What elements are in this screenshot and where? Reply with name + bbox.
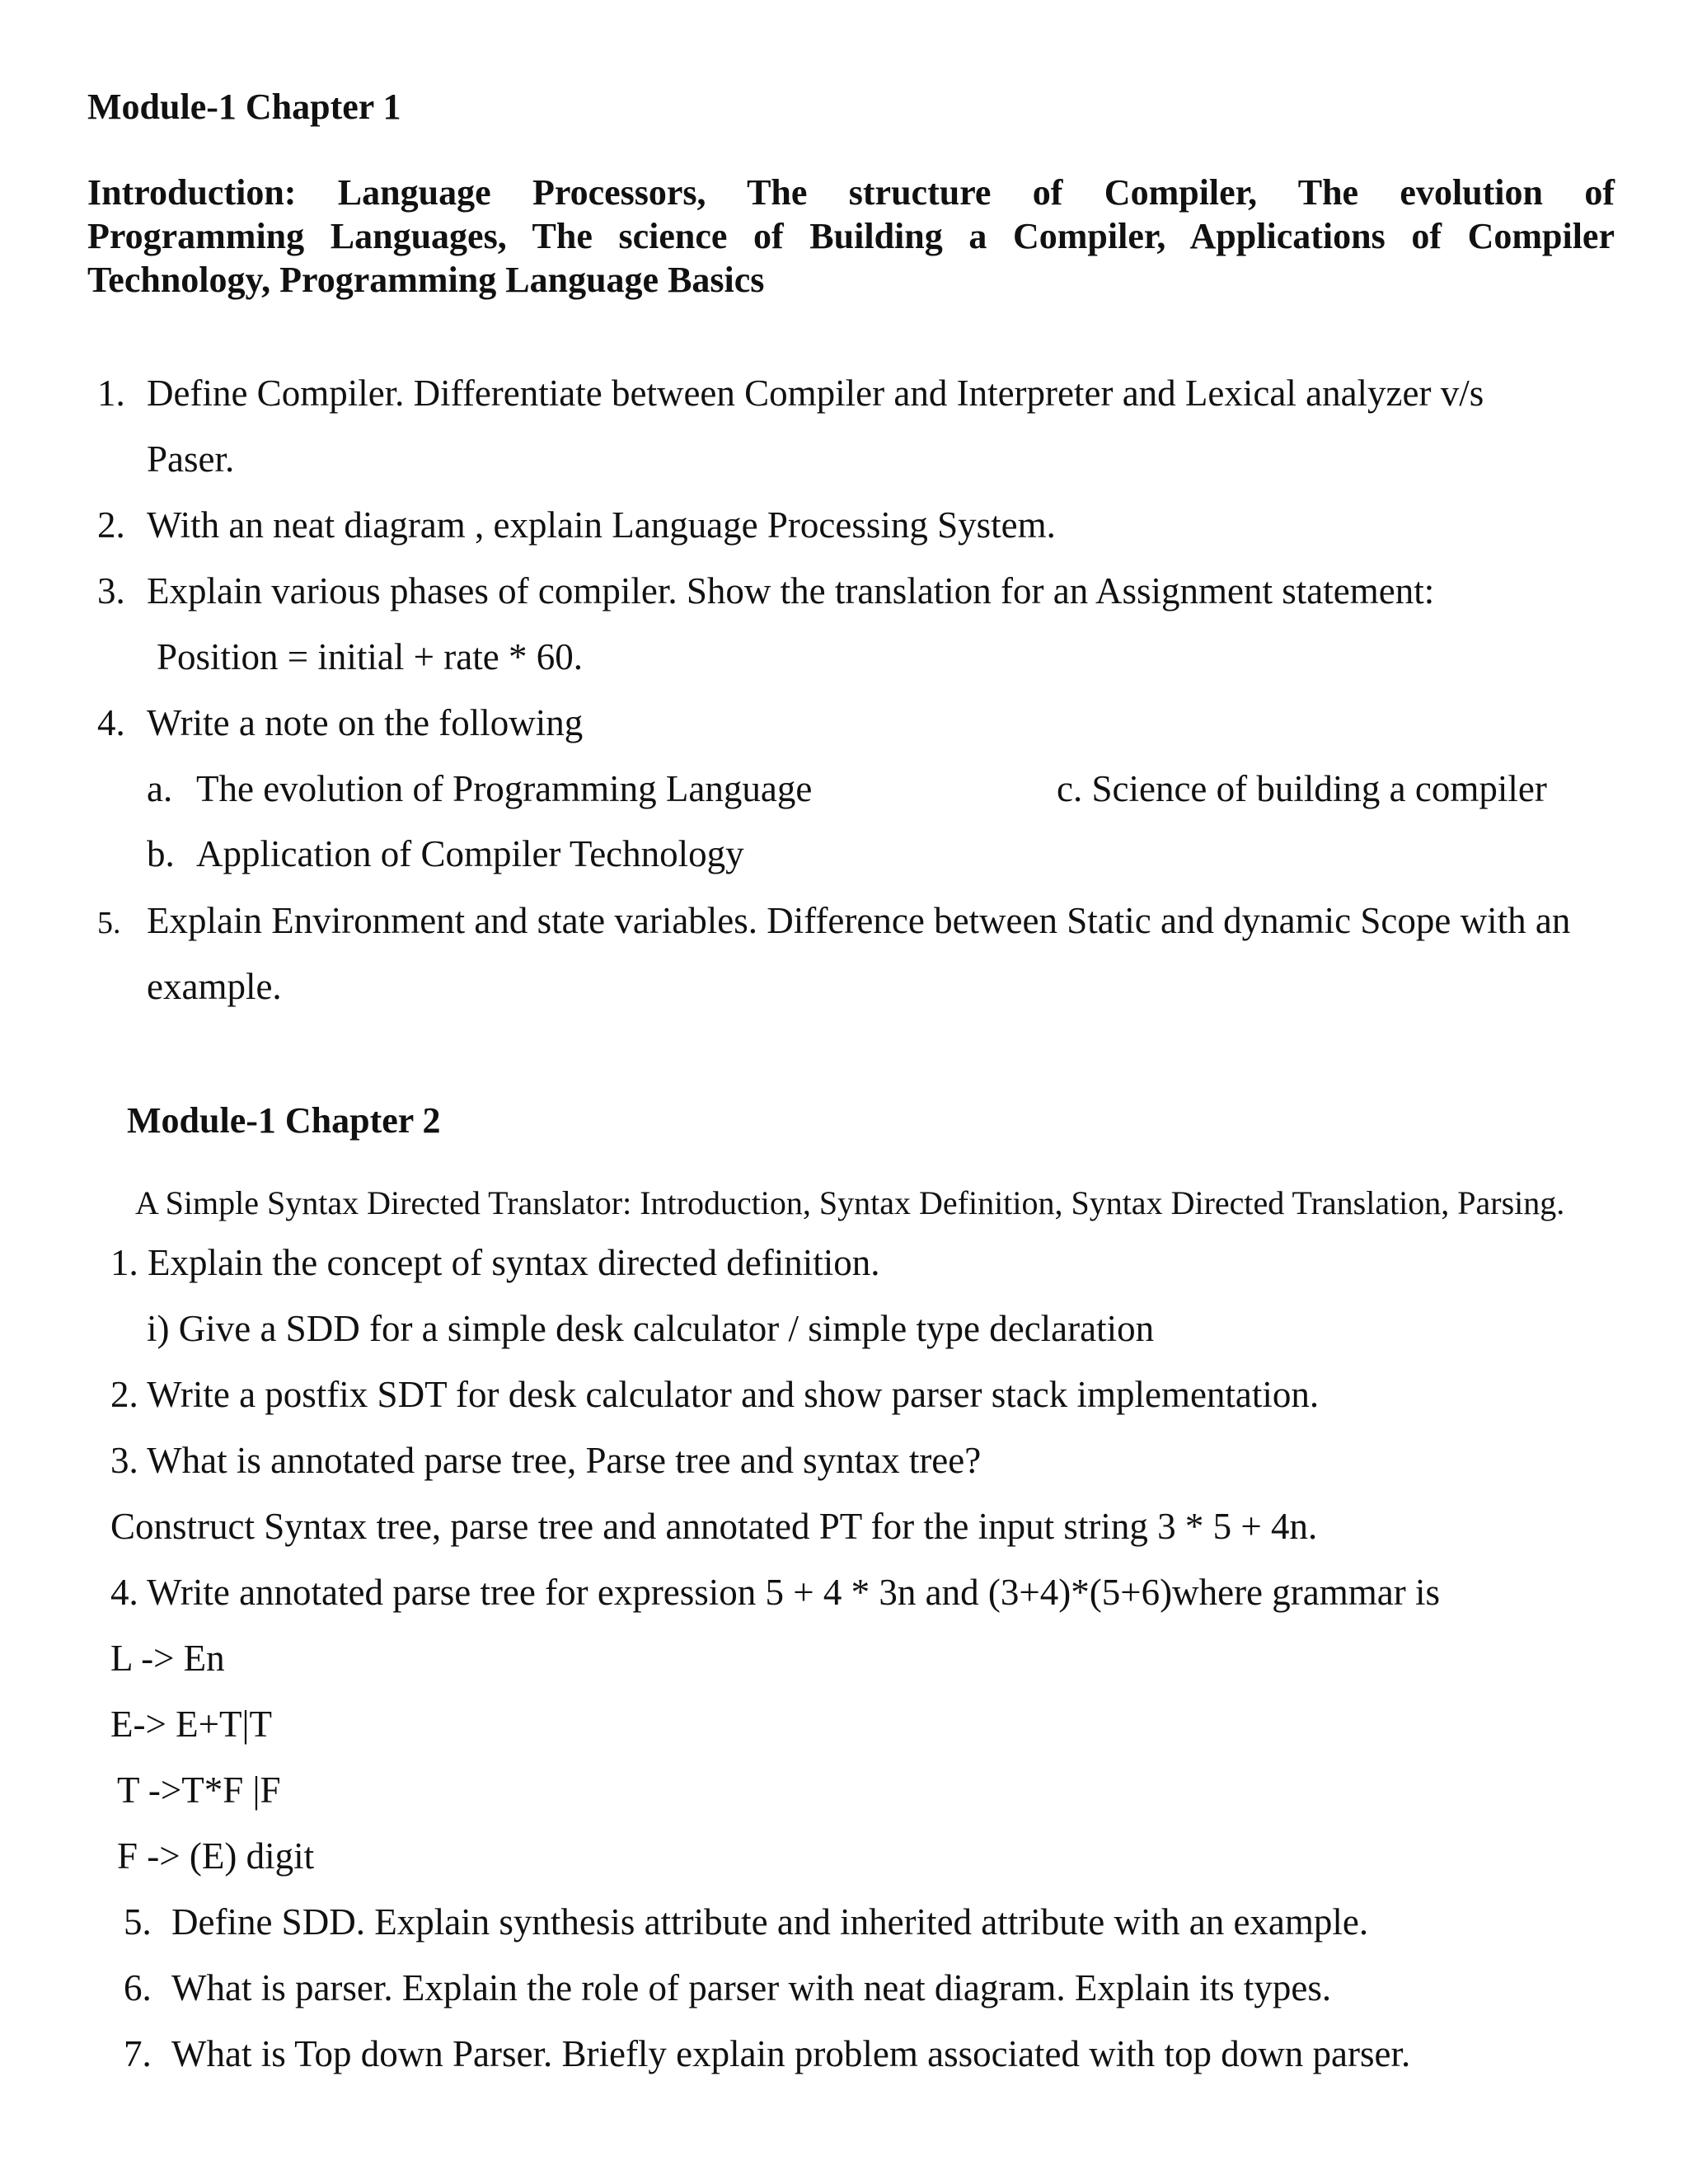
c1-q4-item-b-label: b. [147,833,175,874]
c1-q2-number: 2. [97,504,125,546]
c1-q4-item-a-label: a. [147,768,173,809]
c2-q7-number: 7. [124,2033,152,2074]
chapter2-heading: Module-1 Chapter 2 [127,1100,441,1141]
c1-q3-number: 3. [97,570,125,612]
c1-q1-continuation: Paser. [147,438,235,480]
c1-q4-item-c: c. Science of building a compiler [1057,768,1547,809]
c1-q5-continuation: example. [147,966,282,1007]
c2-q6-text: What is parser. Explain the role of parser with neat diagram. Explain its types. [171,1967,1332,2008]
c1-q5-number: 5. [97,906,121,940]
c2-line-2: i) Give a SDD for a simple desk calculator / simple type declaration [147,1308,1155,1349]
c2-line-4: 3. What is annotated parse tree, Parse tree and syntax tree? [110,1440,982,1481]
c2-grammar-line-3: T ->T*F |F [117,1769,281,1811]
c2-q5-number: 5. [124,1901,152,1943]
chapter1-topic-line-2: Programming Languages, The science of Building a Compiler, Applications of Compiler [87,216,1615,256]
c2-grammar-line-4: F -> (E) digit [117,1835,315,1877]
c1-q5-text: Explain Environment and state variables. Difference between Static and dynamic Scope with an [147,900,1571,941]
c2-q6-number: 6. [124,1967,152,2008]
c1-q4-number: 4. [97,702,125,743]
chapter2-topic: A Simple Syntax Directed Translator: Introduction, Syntax Definition, Syntax Directed Translation, Parsing. [135,1184,1565,1221]
c2-line-5: Construct Syntax tree, parse tree and annotated PT for the input string 3 * 5 + 4n. [110,1506,1318,1547]
c2-q7-text: What is Top down Parser. Briefly explain problem associated with top down parser. [171,2033,1411,2074]
c1-q1-number: 1. [97,373,125,414]
c1-q3-continuation: Position = initial + rate * 60. [157,636,583,677]
c1-q4-item-a-text: The evolution of Programming Language [196,768,813,809]
chapter1-heading: Module-1 Chapter 1 [87,87,401,127]
c2-line-3: 2. Write a postfix SDT for desk calculator and show parser stack implementation. [110,1374,1320,1415]
c1-q4-text: Write a note on the following [147,702,584,743]
c2-line-1: 1. Explain the concept of syntax directed definition. [110,1242,880,1283]
c2-q5-text: Define SDD. Explain synthesis attribute and inherited attribute with an example. [171,1901,1369,1943]
chapter1-topic-line-3: Technology, Programming Language Basics [87,260,765,300]
c2-line-6: 4. Write annotated parse tree for expression 5 + 4 * 3n and (3+4)*(5+6)where grammar is [110,1572,1440,1613]
c2-grammar-line-1: L -> En [110,1638,225,1679]
c1-q3-text: Explain various phases of compiler. Show the translation for an Assignment statement: [147,570,1435,612]
c1-q1-text: Define Compiler. Differentiate between Compiler and Interpreter and Lexical analyzer v/s [147,373,1484,414]
c1-q2-text: With an neat diagram , explain Language Processing System. [147,504,1056,546]
c2-grammar-line-2: E-> E+T|T [110,1704,272,1745]
chapter1-topic-line-1: Introduction: Language Processors, The structure of Compiler, The evolution of [87,172,1615,213]
c1-q4-item-b-text: Application of Compiler Technology [196,833,744,874]
